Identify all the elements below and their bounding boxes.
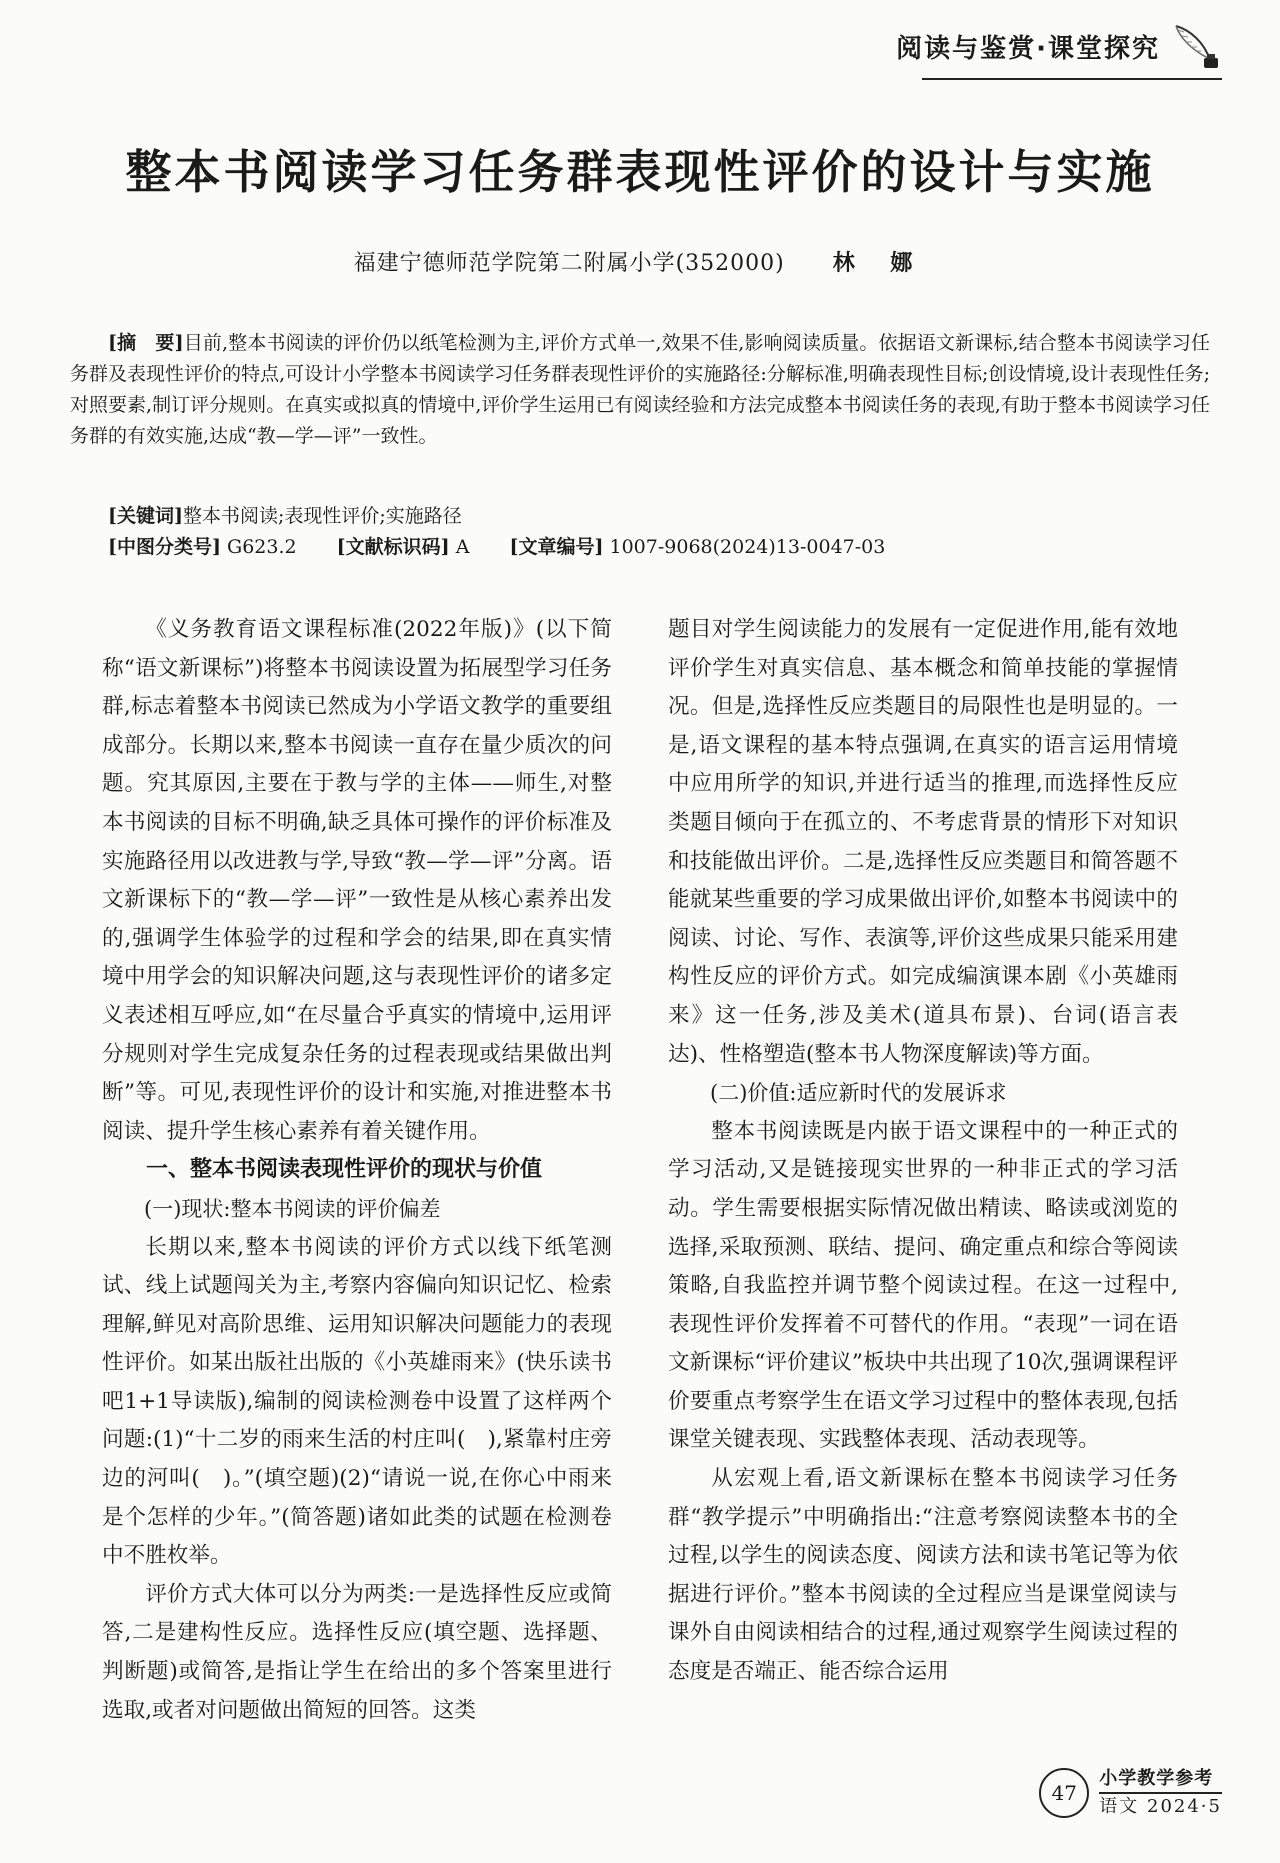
body-column-left [102, 611, 612, 1730]
article-title: 整本书阅读学习任务群表现性评价的设计与实施 [125, 145, 1155, 199]
running-header [896, 20, 1222, 72]
author-name: 林 娜 [832, 250, 927, 276]
section-heading: 一、整本书阅读表现性评价的现状与价值 [146, 1157, 543, 1183]
body-column-right [668, 611, 1178, 1692]
doc-code-label: [文献标识码] [336, 536, 450, 558]
subsection-heading: (一)现状:整本书阅读的评价偏差 [144, 1196, 441, 1221]
journal-info [1099, 1766, 1222, 1820]
header-rule [922, 78, 1222, 80]
article-number-value: 1007-9068(2024)13-0047-03 [609, 536, 886, 558]
author-affiliation: 福建宁德师范学院第二附属小学(352000) [353, 251, 785, 276]
body-paragraph: 长期以来,整本书阅读的评价方式以线下纸笔测试、线上试题闯关为主,考察内容偏向知识记忆、检索理解,鲜见对高阶思维、运用知识解决问题能力的表现性评价。如某出版社出版的《小英雄雨来》(快乐读书吧1+1导读版),编制的阅读检测卷中设置了这样两个问题:(1)“十二岁的雨来生活的村庄叫( ),紧靠村庄旁边的河叫( )。”(填空题)(2)“请说一说,在你心中雨来是个怎样的少年。”(简答题)诸如此类的试题在检测卷中不胜枚举。 [102, 1234, 612, 1569]
body-paragraph: 评价方式大体可以分为两类:一是选择性反应或简答,二是建构性反应。选择性反应(填空题、选择题、判断题)或简答,是指让学生在给出的多个答案里进行选取,或者对问题做出简短的回答。这类 [102, 1581, 612, 1723]
quill-inkwell-icon [1170, 20, 1222, 72]
body-paragraph: 从宏观上看,语文新课标在整本书阅读学习任务群“教学提示”中明确指出:“注意考察阅读整本书的全过程,以学生的阅读态度、阅读方法和读书笔记等为依据进行评价。”整本书阅读的全过程应当是课堂阅读与课外自由阅读相结合的过程,通过观察学生阅读过程的态度是否端正、能否综合运用 [668, 1466, 1178, 1685]
journal-name: 小学教学参考 [1099, 1766, 1222, 1794]
doc-code-value: A [455, 536, 470, 558]
author-line [0, 246, 1280, 277]
abstract-label: [摘 要] [108, 332, 184, 354]
page-number: 47 [1039, 1768, 1089, 1818]
subsection-heading: (二)价值:适应新时代的发展诉求 [710, 1081, 1007, 1106]
keywords-text: 整本书阅读;表现性评价;实施路径 [182, 505, 462, 527]
clc-value: G623.2 [227, 536, 297, 558]
abstract-text: 目前,整本书阅读的评价仍以纸笔检测为主,评价方式单一,效果不佳,影响阅读质量。依据语文新课标,结合整本书阅读学习任务群及表现性评价的特点,可设计小学整本书阅读学习任务群表现性评价的实施路径:分解标准,明确表现性目标;创设情境,设计表现性任务;对照要素,制订评分规则。在真实或拟真的情境中,评价学生运用已有阅读经验和方法完成整本书阅读任务的表现,有助于整本书阅读学习任务群的有效实施,达成“教—学—评”一致性。 [70, 332, 1210, 447]
body-paragraph: 《义务教育语文课程标准(2022年版)》(以下简称“语文新课标”)将整本书阅读设置为拓展型学习任务群,标志着整本书阅读已然成为小学语文教学的重要组成部分。长期以来,整本书阅读一直存在量少质次的问题。究其原因,主要在于教与学的主体——师生,对整本书阅读的目标不明确,缺乏具体可操作的评价标准及实施路径用以改进教与学,导致“教—学—评”分离。语文新课标下的“教—学—评”一致性是从核心素养出发的,强调学生体验学的过程和学会的结果,即在真实情境中用学会的知识解决问题,这与表现性评价的诸多定义表述相互呼应,如“在尽量合乎真实的情境中,运用评分规则对学生完成复杂任务的过程表现或结果做出判断”等。可见,表现性评价的设计和实施,对推进整本书阅读、提升学生核心素养有着关键作用。 [102, 617, 612, 1144]
article-meta [108, 532, 885, 563]
clc-label: [中图分类号] [108, 536, 221, 558]
body-paragraph: 整本书阅读既是内嵌于语文课程中的一种正式的学习活动,又是链接现实世界的一种非正式的学习活动。学生需要根据实际情况做出精读、略读或浏览的选择,采取预测、联结、提问、确定重点和综合等阅读策略,自我监控并调节整个阅读过程。在这一过程中,表现性评价发挥着不可替代的作用。“表现”一词在语文新课标“评价建议”板块中共出现了10次,强调课程评价要重点考察学生在语文学习过程中的整体表现,包括课堂关键表现、实践整体表现、活动表现等。 [668, 1118, 1178, 1453]
keywords-label: [关键词] [108, 505, 183, 527]
body-paragraph: 题目对学生阅读能力的发展有一定促进作用,能有效地评价学生对真实信息、基本概念和简单技能的掌握情况。但是,选择性反应类题目的局限性也是明显的。一是,语文课程的基本特点强调,在真实的语言运用情境中应用所学的知识,并进行适当的推理,而选择性反应类题目倾向于在孤立的、不考虑背景的情形下对知识和技能做出评价。二是,选择性反应类题目和简答题不能就某些重要的学习成果做出评价,如整本书阅读中的阅读、讨论、写作、表演等,评价这些成果只能采用建构性反应的评价方式。如完成编演课本剧《小英雄雨来》这一任务,涉及美术(道具布景)、台词(语言表达)、性格塑造(整本书人物深度解读)等方面。 [668, 617, 1178, 1067]
article-number-label: [文章编号] [509, 536, 604, 558]
abstract [70, 328, 1210, 452]
page-footer [1039, 1766, 1222, 1820]
section-title: 阅读与鉴赏·课堂探究 [896, 33, 1160, 64]
journal-issue: 语文 2024·5 [1099, 1796, 1222, 1817]
keywords [108, 501, 462, 532]
